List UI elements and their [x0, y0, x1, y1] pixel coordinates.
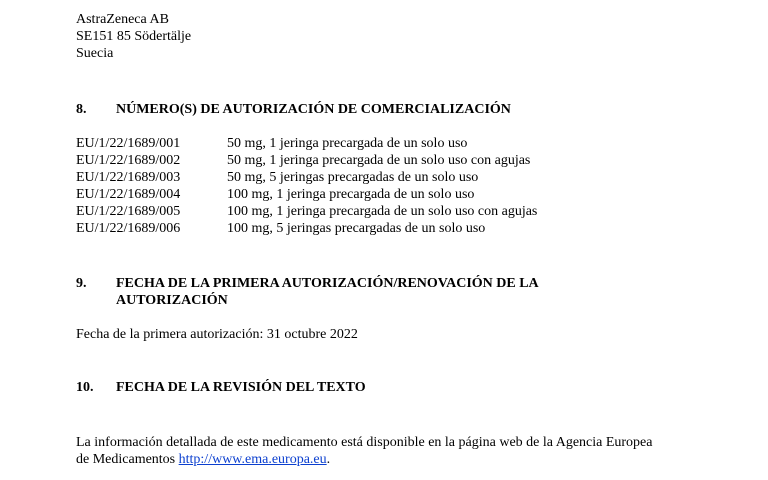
authorization-code: EU/1/22/1689/002 [76, 153, 181, 168]
authorization-desc: 50 mg, 5 jeringas precargadas de un solo uso [227, 170, 479, 185]
holder-name: AstraZeneca AB [76, 12, 169, 27]
section-10-title: FECHA DE LA REVISIÓN DEL TEXTO [116, 380, 366, 395]
first-authorization-date: Fecha de la primera autorización: 31 octubre 2022 [76, 327, 358, 342]
authorization-code: EU/1/22/1689/001 [76, 136, 181, 151]
authorization-desc: 50 mg, 1 jeringa precargada de un solo uso [227, 136, 468, 151]
authorization-row [76, 169, 478, 186]
holder-country: Suecia [76, 46, 114, 61]
authorization-code: EU/1/22/1689/005 [76, 204, 181, 219]
section-9-number: 9. [76, 276, 87, 291]
ema-website-link[interactable]: http://www.ema.europa.eu [178, 452, 327, 467]
holder-address: SE151 85 Södertälje [76, 29, 192, 44]
section-10-heading [76, 379, 366, 396]
footer-line-1: La información detallada de este medicamento está disponible en la página web de la Agencia Europea [76, 435, 653, 450]
authorization-desc: 100 mg, 1 jeringa precargada de un solo uso con agujas [227, 204, 538, 219]
authorization-desc: 100 mg, 1 jeringa precargada de un solo uso [227, 187, 475, 202]
section-10-number: 10. [76, 380, 94, 395]
authorization-code: EU/1/22/1689/004 [76, 187, 181, 202]
section-9-heading [76, 275, 539, 308]
section-9-title-line1: FECHA DE LA PRIMERA AUTORIZACIÓN/RENOVACIÓN DE LA [116, 276, 539, 291]
authorization-desc: 100 mg, 5 jeringas precargadas de un solo uso [227, 221, 486, 236]
authorization-row [76, 186, 474, 203]
authorization-row [76, 152, 530, 169]
authorization-row [76, 220, 485, 237]
section-8-heading [76, 101, 511, 118]
section-8-number: 8. [76, 102, 87, 117]
section-8-title: NÚMERO(S) DE AUTORIZACIÓN DE COMERCIALIZACIÓN [116, 102, 511, 117]
authorization-row [76, 135, 467, 152]
footer-line-2 [76, 451, 330, 468]
authorization-code: EU/1/22/1689/003 [76, 170, 181, 185]
authorization-row [76, 203, 537, 220]
authorization-desc: 50 mg, 1 jeringa precargada de un solo uso con agujas [227, 153, 531, 168]
authorization-code: EU/1/22/1689/006 [76, 221, 181, 236]
footer-line-2-suffix: . [326, 452, 331, 467]
section-9-title-line2: AUTORIZACIÓN [116, 293, 228, 308]
footer-line-2-prefix: de Medicamentos [76, 452, 179, 467]
